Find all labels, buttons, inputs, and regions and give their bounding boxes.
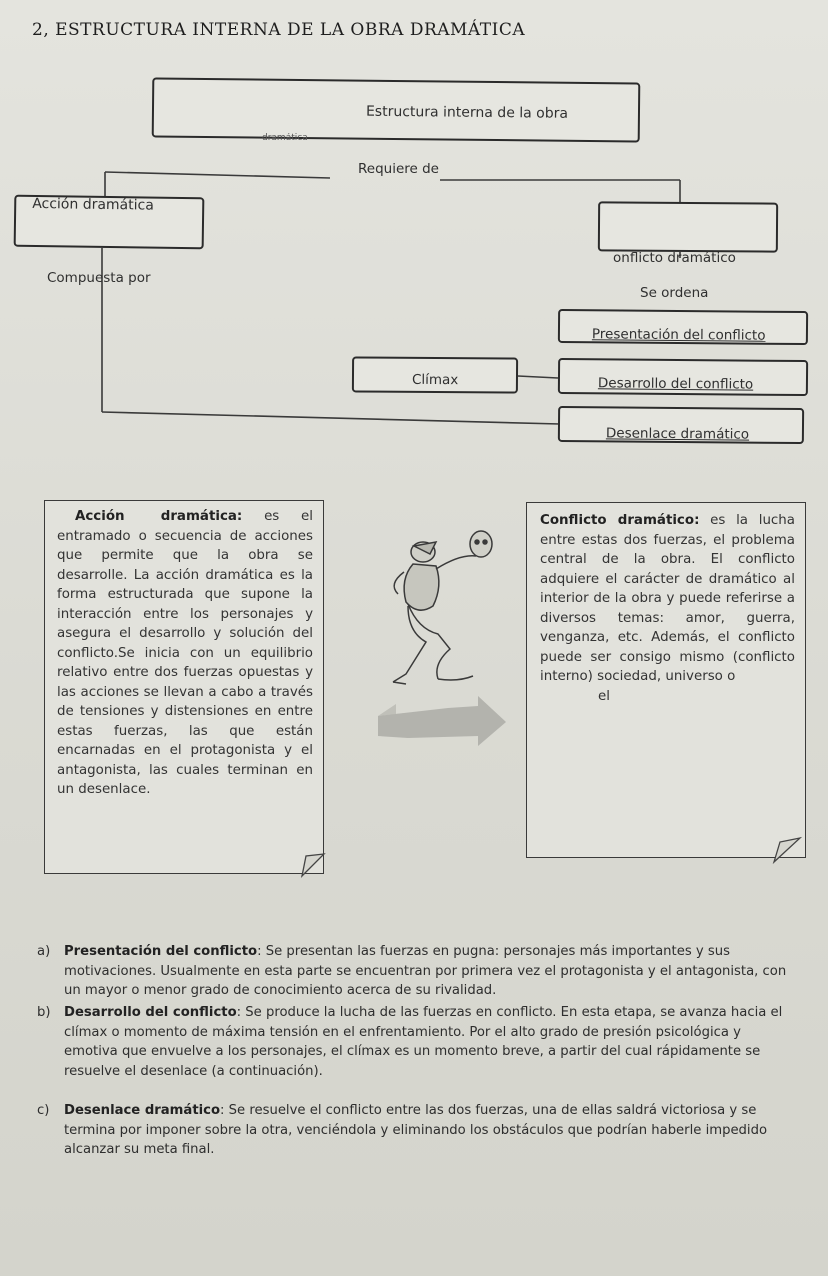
item-term: Desenlace dramático — [64, 1103, 221, 1118]
conflict-definition-box — [526, 502, 806, 858]
conflict-definition-text — [540, 511, 795, 687]
item-denouement — [37, 1101, 794, 1160]
action-definition-text — [57, 507, 313, 800]
development-label: Desarrollo del conflicto — [597, 375, 754, 393]
item-letter: c) — [37, 1103, 50, 1118]
action-definition-box — [44, 500, 324, 874]
top-box-label: Estructura interna de la obra — [365, 103, 569, 122]
left-box-label: Acción dramática — [32, 195, 154, 214]
climax-box — [352, 356, 518, 393]
climax-label: Clímax — [411, 371, 459, 389]
conflict-definition-body: es la lucha entre estas dos fuerzas, el problema central de la obra. El conflicto adquiere el carácter de dramático al interior de la obra y puede referirse a diversos temas: amor, guerra, venganza, etc. Además, el conflicto puede ser consigo mismo (conflicto interno) sociedad, universo o — [540, 513, 795, 684]
item-text: : Se resuelve el conflicto entre las dos fuerzas, una de ellas saldrá victoriosa y se termina por imponer sobre la otra, venciéndola y eliminando los obstáculos que podrían haberle impedido alcanzar su meta final. — [64, 1103, 768, 1158]
conflict-definition-tail: el — [598, 688, 610, 704]
section-heading: 2, ESTRUCTURA INTERNA DE LA OBRA DRAMÁTICA — [32, 20, 526, 40]
item-text: : Se presentan las fuerzas en pugna: personajes más importantes y sus motivaciones. Usualmente en esta parte se encuentran por primera vez el protagonista y el antagonista, con un mayor o menor grado de conocimiento acerca de su rivalidad. — [64, 944, 787, 999]
item-letter: b) — [37, 1005, 51, 1020]
item-term: Desarrollo del conflicto — [64, 1005, 237, 1020]
denouement-box — [558, 406, 804, 444]
item-presentation — [37, 942, 794, 1001]
requires-label: Requiere de — [358, 161, 439, 177]
orders-label: Se ordena — [640, 285, 709, 301]
item-term: Presentación del conflicto — [64, 944, 258, 959]
item-letter: a) — [37, 944, 51, 959]
action-definition-term: Acción dramática: — [75, 509, 243, 524]
presentation-box — [558, 309, 808, 345]
item-development — [37, 1003, 794, 1081]
right-box-label: onflicto dramático — [613, 250, 736, 266]
action-definition-body: es el entramado o secuencia de acciones que permite que la obra se desarrolle. La acción dramática es la forma estructurada que supone la interacción entre los personajes y asegura el desarrollo y solución del conflicto.Se inicia con un equilibrio relativo entre dos fuerzas opuestas y las acciones se llevan a cabo a través de tensiones y distensiones en entre estas fuerzas, las que están encarnadas en el protagonista y el antagonista, las cuales terminan en un desenlace. — [57, 509, 314, 797]
diagram-left-box — [14, 195, 205, 250]
development-box — [558, 358, 808, 396]
actor-with-skull-illustration — [378, 524, 518, 764]
denouement-label: Desenlace dramático — [605, 425, 750, 443]
top-box-cut-text: dramática — [262, 133, 308, 141]
diagram-right-box — [598, 201, 778, 252]
diagram-top-box — [152, 77, 641, 142]
conflict-definition-term: Conflicto dramático: — [540, 513, 700, 528]
item-text: : Se produce la lucha de las fuerzas en conflicto. En esta etapa, se avanza hacia el clímax o momento de máxima tensión en el enfrentamiento. Por el alto grado de presión psicológica y emotiva que envuelve a los personajes, el clímax es un momento breve, a partir del cual rápidamente se resuelve el desenlace (a continuación). — [64, 1005, 783, 1079]
presentation-label: Presentación del conflicto — [591, 326, 766, 344]
page-curl-right — [764, 836, 804, 866]
page-curl-left — [288, 852, 328, 880]
composed-by-label: Compuesta por — [47, 270, 151, 286]
